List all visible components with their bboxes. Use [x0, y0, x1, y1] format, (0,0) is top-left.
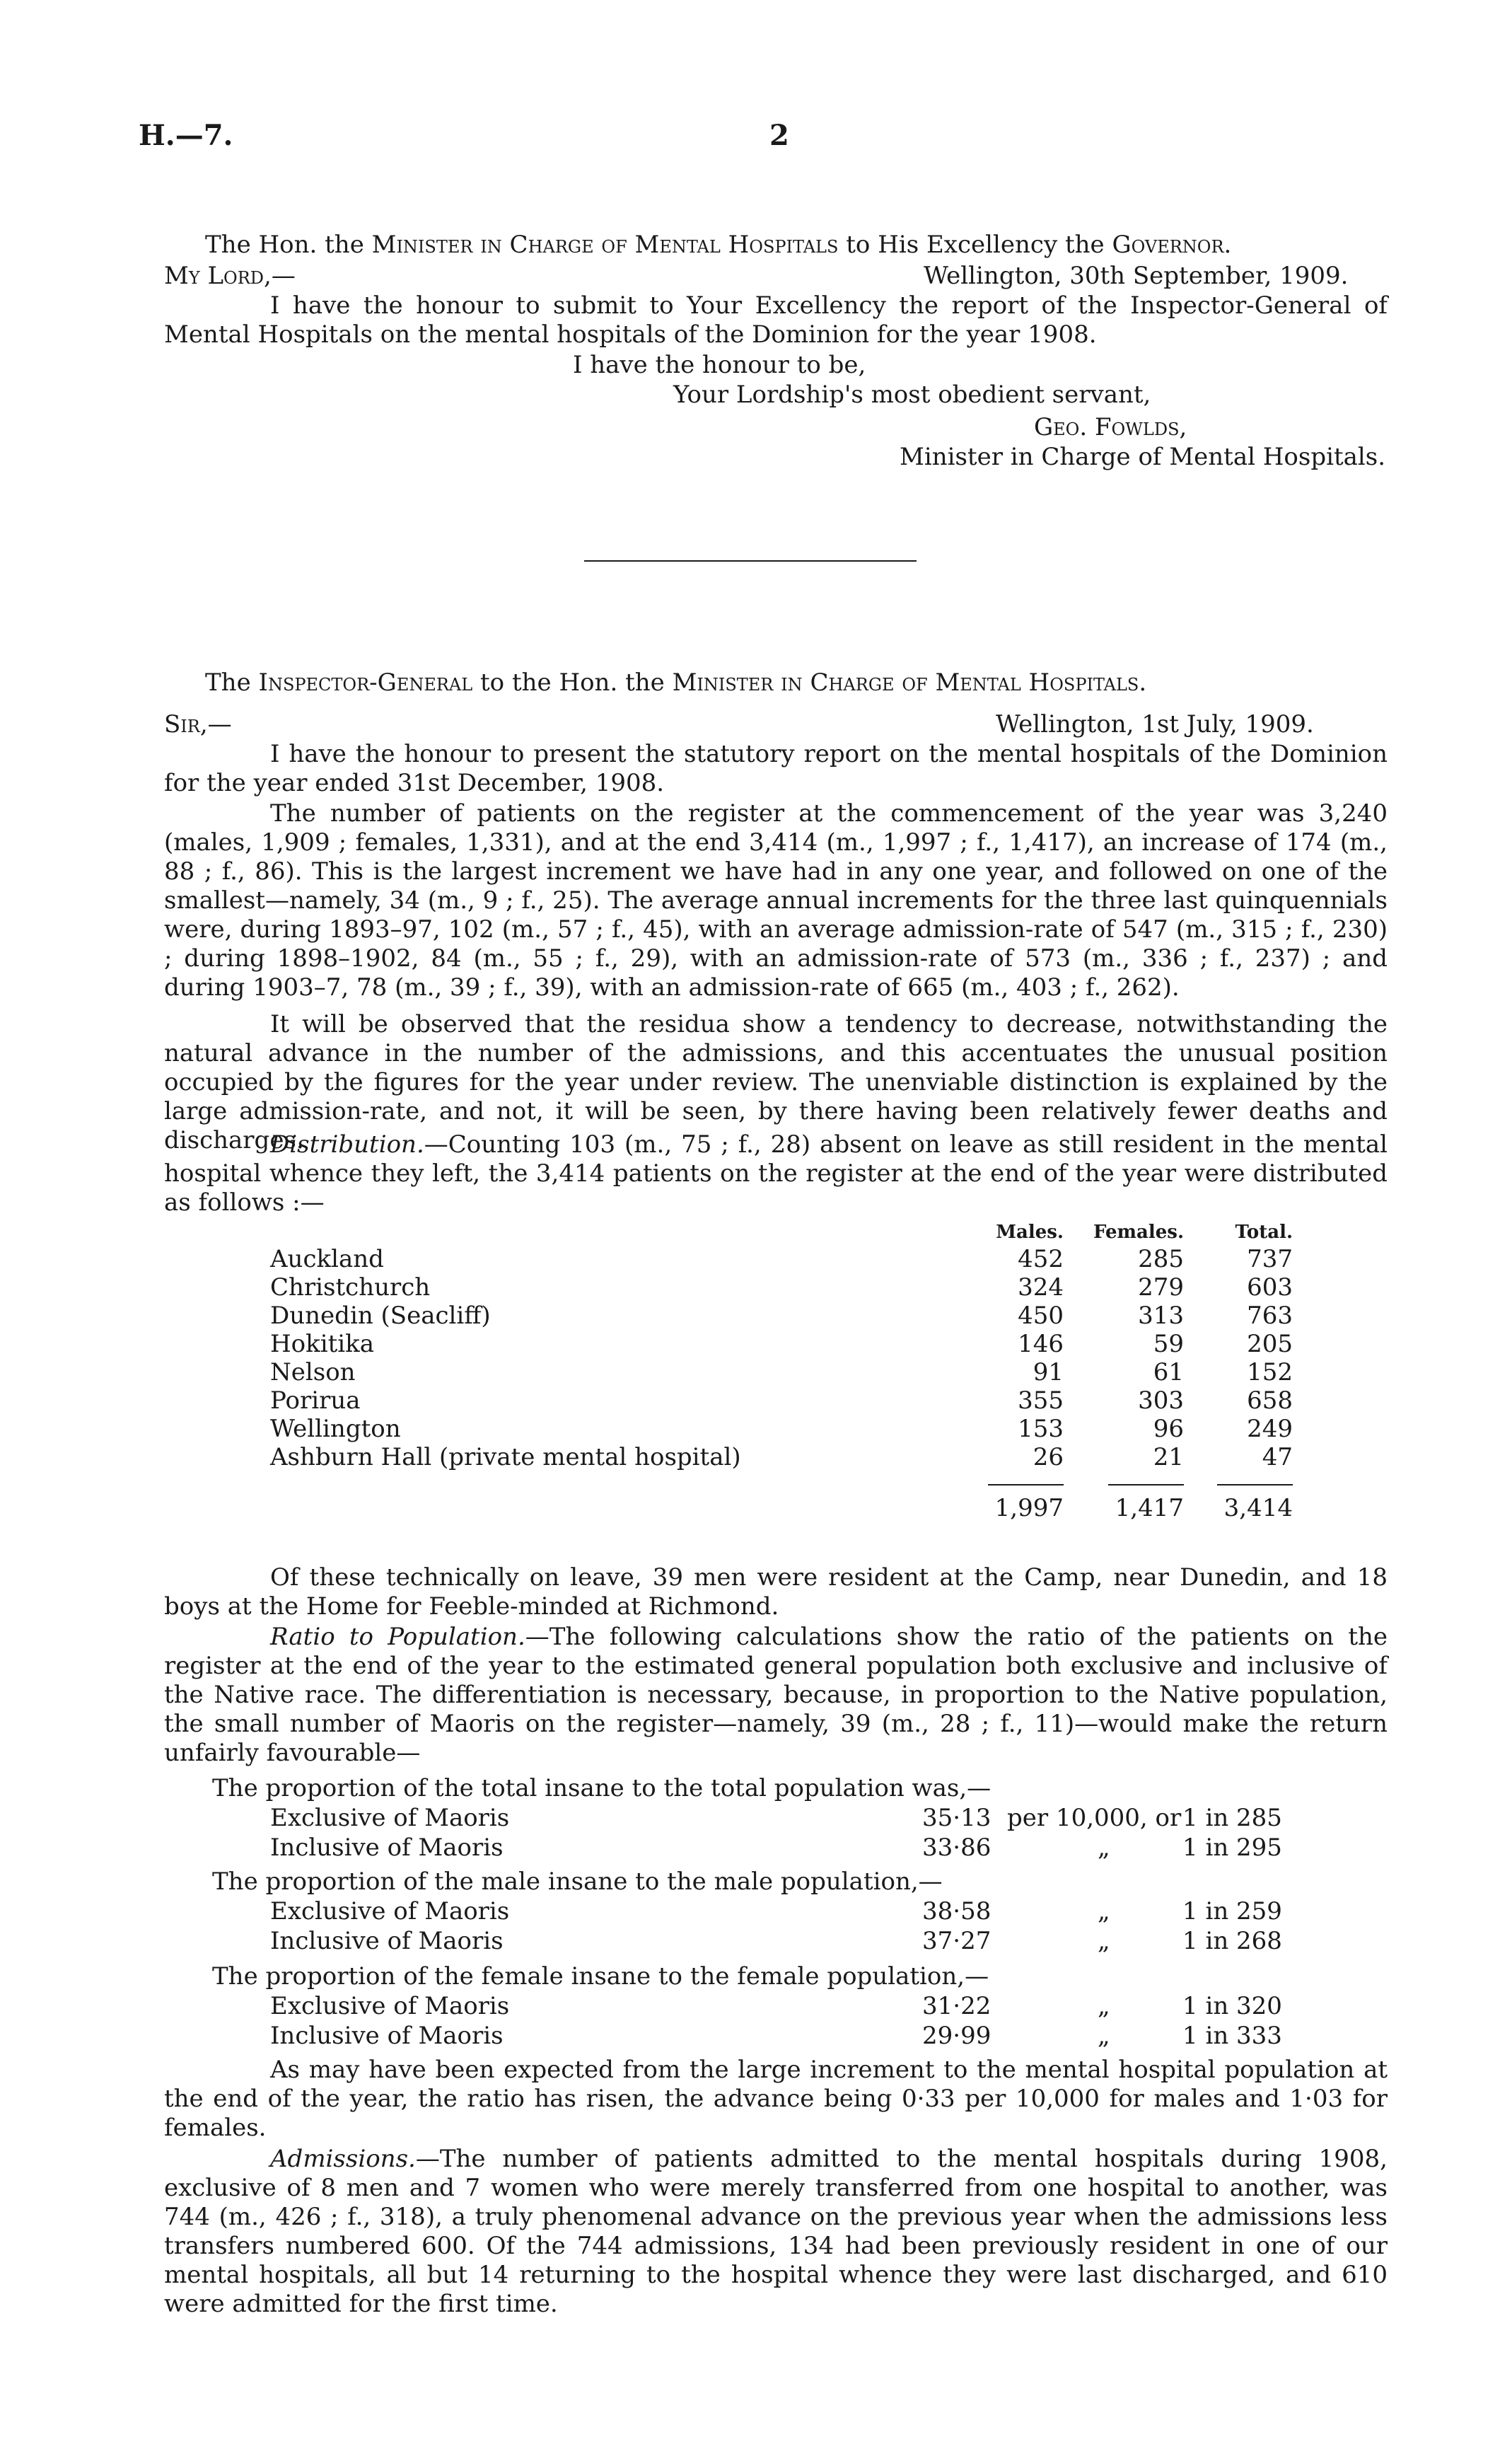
total-value: 249 — [1247, 1415, 1293, 1443]
ditto-mark: „ — [1098, 1834, 1110, 1862]
males-value: 146 — [1018, 1330, 1064, 1358]
females-total-cell — [1064, 1471, 1184, 1522]
males-value: 452 — [1018, 1245, 1064, 1273]
males-total-cell — [963, 1471, 1064, 1522]
paragraph-ratio — [164, 1623, 1388, 1768]
ratio-title: Ratio to Population. — [270, 1623, 525, 1651]
paragraph-ratio-risen: As may have been expected from the large increment to the mental hospital population at the end of the year, the ratio has risen, the advance being 0·33 per 10,000 for males and 1·03 for females. — [164, 2056, 1388, 2142]
letter1-heading-to: Governor. — [1112, 231, 1232, 259]
paragraph-residua: It will be observed that the residua show a tendency to decrease, notwithstanding the natural advance in the number of the admissions, and this accentuates the unusual position occupied by the figures for the year under review. The unenviable distinction is explained by the large admission-rate, and not, it will be seen, by there having been relatively fewer deaths and discharges. — [164, 1010, 1388, 1154]
ratio-female-inclusive-label: Inclusive of Maoris — [270, 2022, 504, 2050]
letter1-body: I have the honour to submit to Your Excellency the report of the Inspector-General of Mental Hospitals on the mental hospitals of the Dominion for the year 1908. — [164, 291, 1388, 349]
document-reference: H.—7. — [139, 119, 233, 152]
females-value: 59 — [1153, 1330, 1184, 1358]
letter1-place-date: Wellington, 30th September, 1909. — [924, 262, 1349, 290]
total-value: 737 — [1247, 1245, 1293, 1273]
females-value: 21 — [1153, 1443, 1184, 1471]
header-males: Males. — [996, 1222, 1064, 1243]
distribution-table-header — [270, 1220, 1293, 1245]
hospital-name: Porirua — [270, 1386, 361, 1415]
total-value: 152 — [1247, 1358, 1293, 1386]
letter2-heading-to: Minister in Charge of Mental Hospitals. — [672, 668, 1147, 697]
ratio-text: —The following calculations show the ratio of the patients on the register at the end of the year to the estimated general population both exclusive and inclusive of the Native race. The differentiation is necessary, because, in proportion to the Native population, the small number of Maoris on the register—namely, 39 (m., 28 ; f., 11)—would make the return unfairly favourable— — [164, 1623, 1388, 1767]
table-row — [270, 1273, 1293, 1302]
ratio-female-exclusive-value: 31·22 — [922, 1992, 991, 2020]
header-total: Total. — [1235, 1222, 1293, 1243]
distribution-table — [270, 1220, 1293, 1522]
total-value: 603 — [1247, 1273, 1293, 1302]
ratio-female-heading: The proportion of the female insane to the female population,— — [212, 1962, 989, 1991]
females-value: 313 — [1138, 1302, 1184, 1330]
table-row — [270, 1415, 1293, 1443]
females-value: 61 — [1153, 1358, 1184, 1386]
males-value: 91 — [1033, 1358, 1064, 1386]
letter1-closing-1: I have the honour to be, — [573, 351, 866, 379]
hospital-name: Dunedin (Seacliff) — [270, 1302, 491, 1330]
totals-row — [270, 1471, 1293, 1522]
ratio-female-inclusive-ratio: 1 in 333 — [1182, 2022, 1282, 2050]
letter2-salutation: Sir,— — [164, 710, 232, 738]
table-row — [270, 1358, 1293, 1386]
ratio-total-inclusive-value: 33·86 — [922, 1834, 991, 1862]
ratio-total-exclusive-value: 35·13 — [922, 1804, 991, 1832]
distribution-text: —Counting 103 (m., 75 ; f., 28) absent on leave as still resident in the mental hospital whence they left, the 3,414 patients on the register at the end of the year were distributed as follows :— — [164, 1130, 1388, 1217]
females-value: 279 — [1138, 1273, 1184, 1302]
ratio-male-inclusive-ratio: 1 in 268 — [1182, 1927, 1282, 1955]
ditto-mark: „ — [1098, 1897, 1110, 1925]
ratio-male-inclusive-value: 37·27 — [922, 1927, 991, 1955]
hospital-name: Nelson — [270, 1358, 356, 1386]
letter1-heading-prefix: The Hon. the — [205, 231, 372, 259]
ratio-female-inclusive-value: 29·99 — [922, 2022, 991, 2050]
ratio-male-exclusive-label: Exclusive of Maoris — [270, 1897, 510, 1925]
paragraph-distribution — [164, 1130, 1388, 1217]
header-spacer — [270, 1220, 963, 1245]
ratio-total-inclusive-label: Inclusive of Maoris — [270, 1834, 504, 1862]
table-row — [270, 1302, 1293, 1330]
total-value: 205 — [1247, 1330, 1293, 1358]
letter1-closing-2: Your Lordship's most obedient servant, — [673, 381, 1151, 409]
admissions-text: —The number of patients admitted to the mental hospitals during 1908, exclusive of 8 men and 7 women who were merely transferred from one hospital to another, was 744 (m., 426 ; f., 318), a truly phenomenal advance on the previous year when the admissions less transfers numbered 600. Of the 744 admissions, 134 had been previously resident in one of our mental hospitals, all but 14 returning to the hospital whence they were last discharged, and 610 were admitted for the first time. — [164, 2145, 1388, 2318]
ratio-male-exclusive-value: 38·58 — [922, 1897, 991, 1925]
distribution-title: Distribution. — [270, 1130, 424, 1159]
hospital-name: Hokitika — [270, 1330, 375, 1358]
letter2-heading-mid: to the Hon. the — [472, 668, 673, 697]
letter1-heading-mid: to His Excellency the — [838, 231, 1112, 259]
females-value: 285 — [1138, 1245, 1184, 1273]
total-value: 763 — [1247, 1302, 1293, 1330]
ratio-male-inclusive-label: Inclusive of Maoris — [270, 1927, 504, 1955]
hospital-name: Wellington — [270, 1415, 401, 1443]
letter2-place-date: Wellington, 1st July, 1909. — [996, 710, 1314, 738]
paragraph-leave: Of these technically on leave, 39 men were resident at the Camp, near Dunedin, and 18 boys at the Home for Feeble-minded at Richmond. — [164, 1563, 1388, 1621]
ditto-mark: „ — [1098, 1927, 1110, 1955]
males-total: 1,997 — [988, 1484, 1064, 1522]
ratio-total-heading: The proportion of the total insane to the total population was,— — [212, 1774, 991, 1802]
letter1-signature: Geo. Fowlds, — [1034, 413, 1187, 441]
total-value: 658 — [1247, 1386, 1293, 1415]
ratio-female-exclusive-ratio: 1 in 320 — [1182, 1992, 1282, 2020]
ditto-mark: „ — [1098, 2022, 1110, 2050]
paragraph-intro: I have the honour to present the statutory report on the mental hospitals of the Dominion for the year ended 31st December, 1908. — [164, 740, 1388, 797]
hospital-name: Christchurch — [270, 1273, 431, 1302]
grand-total-cell — [1184, 1471, 1293, 1522]
paragraph-admissions — [164, 2145, 1388, 2319]
totals-spacer — [270, 1471, 963, 1522]
ratio-per-label: per 10,000, or — [1007, 1804, 1182, 1832]
females-value: 96 — [1153, 1415, 1184, 1443]
grand-total: 3,414 — [1217, 1484, 1293, 1522]
table-row — [270, 1386, 1293, 1415]
ditto-mark: „ — [1098, 1992, 1110, 2020]
paragraph-register-numbers: The number of patients on the register at the commencement of the year was 3,240 (males, 1,909 ; females, 1,331), and at the end 3,414 (m., 1,997 ; f., 1,417), an increase of 174 (m., 88 ; f., 86). This is the largest increment we have had in any one year, and followed on one of the smallest—namely, 34 (m., 9 ; f., 25). The average annual increments for the three last quinquennials were, during 1893–97, 102 (m., 57 ; f., 45), with an average admission-rate of 547 (m., 315 ; f., 230) ; during 1898–1902, 84 (m., 55 ; f., 29), with an admission-rate of 573 (m., 336 ; f., 237) ; and during 1903–7, 78 (m., 39 ; f., 39), with an admission-rate of 665 (m., 403 ; f., 262). — [164, 799, 1388, 1002]
females-value: 303 — [1138, 1386, 1184, 1415]
males-value: 153 — [1018, 1415, 1064, 1443]
females-total: 1,417 — [1108, 1484, 1184, 1522]
letter1-heading — [205, 231, 1231, 259]
hospital-name: Auckland — [270, 1245, 384, 1273]
ratio-total-exclusive-ratio: 1 in 285 — [1182, 1804, 1282, 1832]
hospital-name: Ashburn Hall (private mental hospital) — [270, 1443, 741, 1471]
table-row — [270, 1245, 1293, 1273]
ratio-male-exclusive-ratio: 1 in 259 — [1182, 1897, 1282, 1925]
males-value: 324 — [1018, 1273, 1064, 1302]
letter2-heading-from: Inspector-General — [258, 668, 473, 697]
section-divider — [584, 560, 917, 562]
ratio-female-exclusive-label: Exclusive of Maoris — [270, 1992, 510, 2020]
letter1-signature-title: Minister in Charge of Mental Hospitals. — [900, 443, 1386, 471]
admissions-title: Admissions. — [270, 2145, 416, 2173]
header-females: Females. — [1093, 1222, 1184, 1243]
males-value: 450 — [1018, 1302, 1064, 1330]
males-value: 26 — [1033, 1443, 1064, 1471]
letter2-heading — [205, 668, 1146, 697]
males-value: 355 — [1018, 1386, 1064, 1415]
ratio-male-heading: The proportion of the male insane to the male population,— — [212, 1867, 943, 1896]
letter1-heading-from: Minister in Charge of Mental Hospitals — [371, 231, 839, 259]
table-row — [270, 1443, 1293, 1471]
letter1-salutation: My Lord,— — [164, 262, 296, 290]
ratio-total-inclusive-ratio: 1 in 295 — [1182, 1834, 1282, 1862]
ratio-total-exclusive-label: Exclusive of Maoris — [270, 1804, 510, 1832]
total-value: 47 — [1262, 1443, 1293, 1471]
letter2-heading-prefix: The — [205, 668, 259, 697]
table-row — [270, 1330, 1293, 1358]
page-number: 2 — [769, 119, 789, 152]
